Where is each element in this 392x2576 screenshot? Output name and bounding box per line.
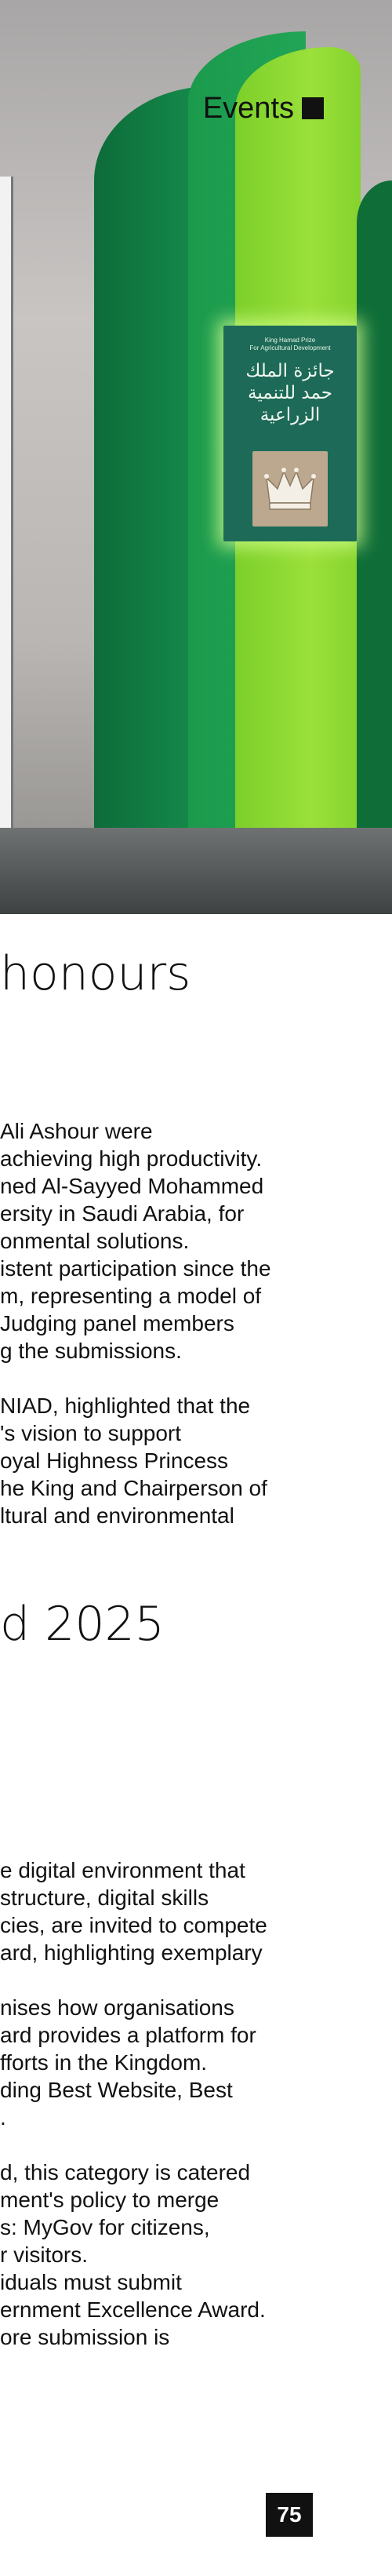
body-line: ore submission is	[0, 2325, 170, 2349]
display-screen-edge	[0, 177, 13, 836]
plaque-arabic-line: جائزة الملك	[245, 361, 335, 381]
body-line: ard provides a platform for	[0, 2023, 256, 2047]
green-backdrop-panel	[357, 180, 392, 871]
article-heading: honours	[0, 946, 191, 1001]
body-line: ned Al-Sayyed Mohammed	[0, 1174, 264, 1198]
page-number: 75	[266, 2493, 313, 2537]
article-body	[0, 1856, 392, 2351]
body-line: onmental solutions.	[0, 1229, 190, 1253]
article-body	[0, 1117, 392, 1529]
article-heading: d 2025	[0, 1597, 165, 1652]
body-line: ment's policy to merge	[0, 2188, 220, 2212]
body-line: he King and Chairperson of	[0, 1476, 267, 1500]
body-line: fforts in the Kingdom.	[0, 2050, 208, 2075]
body-line	[0, 1365, 392, 1392]
body-line: ernment Excellence Award.	[0, 2297, 266, 2322]
body-line: ard, highlighting exemplary	[0, 1940, 263, 1965]
body-line: structure, digital skills	[0, 1886, 209, 1910]
crown-emblem-icon	[252, 451, 328, 526]
body-line: ersity in Saudi Arabia, for	[0, 1201, 245, 1226]
event-photo	[0, 0, 392, 914]
body-line: iduals must submit	[0, 2270, 182, 2294]
prize-logo-plaque	[223, 326, 357, 541]
body-line: e digital environment that	[0, 1858, 245, 1882]
body-line: g the submissions.	[0, 1339, 182, 1363]
body-line: r visitors.	[0, 2243, 88, 2267]
body-line: .	[0, 2105, 6, 2130]
section-label: Events	[202, 92, 294, 125]
body-line: Ali Ashour were	[0, 1119, 153, 1143]
section-square-icon	[302, 97, 324, 119]
body-line: d, this category is catered	[0, 2160, 251, 2184]
body-line: 's vision to support	[0, 1421, 182, 1445]
body-line: Judging panel members	[0, 1311, 234, 1335]
body-line: m, representing a model of	[0, 1284, 262, 1308]
body-line: achieving high productivity.	[0, 1146, 263, 1171]
plaque-english-line: King Hamad Prize	[264, 337, 316, 344]
plaque-english-line: For Agricultural Development	[249, 344, 331, 352]
body-line: oyal Highness Princess	[0, 1448, 229, 1473]
stage-floor	[0, 828, 392, 914]
body-line	[0, 2131, 392, 2159]
body-line	[0, 1966, 392, 1994]
plaque-english-title	[223, 337, 357, 352]
body-line: cies, are invited to compete	[0, 1913, 267, 1937]
plaque-arabic-line: حمد للتنمية	[248, 383, 332, 403]
body-line: s: MyGov for citizens,	[0, 2215, 210, 2239]
plaque-arabic-title	[223, 360, 357, 426]
body-line: ltural and environmental	[0, 1503, 234, 1528]
body-line: nises how organisations	[0, 1995, 234, 2020]
body-line: ding Best Website, Best	[0, 2078, 233, 2102]
body-line: istent participation since the	[0, 1256, 271, 1281]
body-line: NIAD, highlighted that the	[0, 1394, 251, 1418]
plaque-arabic-line: الزراعية	[260, 405, 321, 425]
